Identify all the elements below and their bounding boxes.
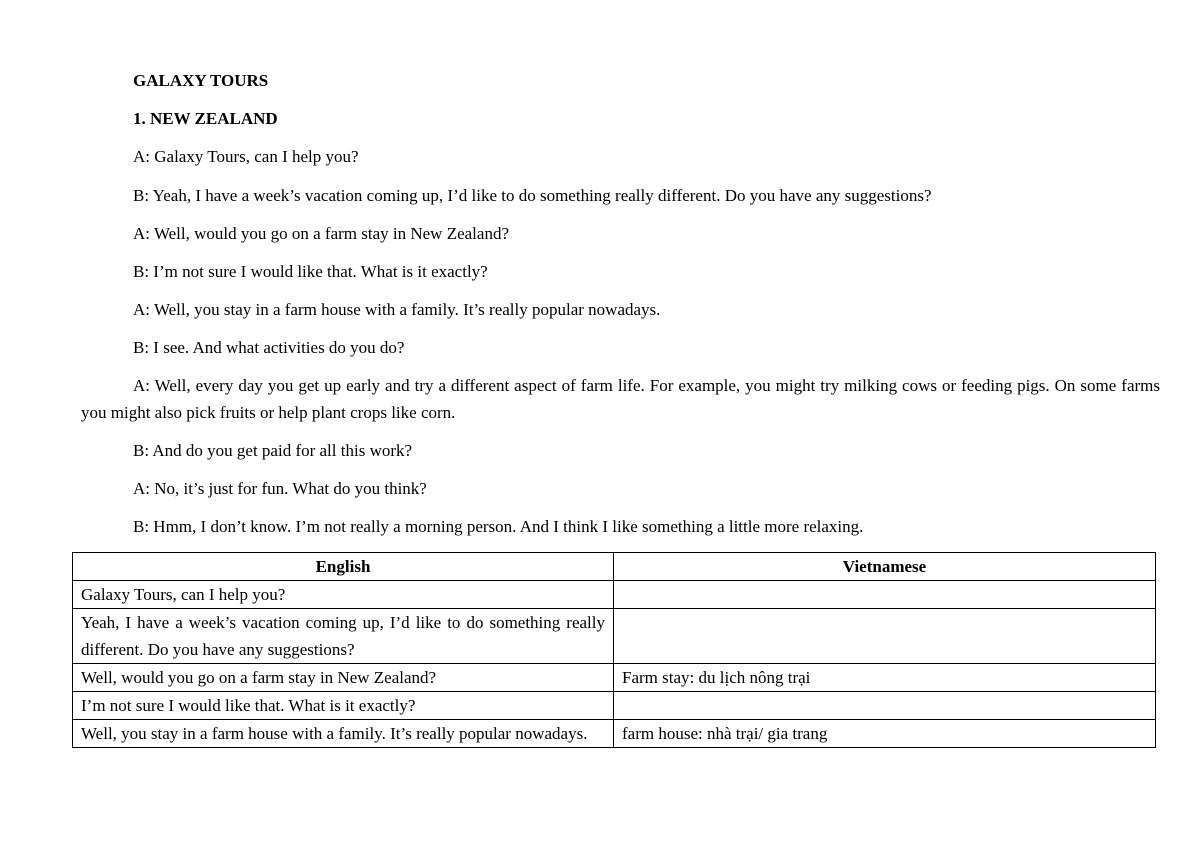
- table-row: [73, 664, 1156, 692]
- dialogue-line: B: I’m not sure I would like that. What is it exactly?: [133, 262, 488, 281]
- vietnamese-cell: Farm stay: du lịch nông trại: [614, 664, 1156, 692]
- english-cell: Galaxy Tours, can I help you?: [73, 581, 614, 609]
- dialogue-paragraph: A: Well, every day you get up early and try a different aspect of farm life. For example, you might try milking cows or feeding pigs. On some farms you might also pick fruits or help plant crops like corn.: [81, 376, 1160, 422]
- section-heading: 1. NEW ZEALAND: [133, 109, 278, 128]
- table-row: [73, 720, 1156, 748]
- vietnamese-cell: [614, 692, 1156, 720]
- vietnamese-cell: [614, 581, 1156, 609]
- column-header-english: English: [73, 553, 614, 581]
- document-title: GALAXY TOURS: [133, 71, 269, 90]
- column-header-vietnamese: Vietnamese: [614, 553, 1156, 581]
- dialogue-line: B: Hmm, I don’t know. I’m not really a morning person. And I think I like something a little more relaxing.: [133, 517, 864, 536]
- english-cell: Well, you stay in a farm house with a family. It’s really popular nowadays.: [73, 720, 614, 748]
- dialogue-line: B: I see. And what activities do you do?: [133, 338, 405, 357]
- english-cell: I’m not sure I would like that. What is it exactly?: [73, 692, 614, 720]
- dialogue-line: A: Well, you stay in a farm house with a family. It’s really popular nowadays.: [133, 300, 661, 319]
- vietnamese-cell: farm house: nhà trại/ gia trang: [614, 720, 1156, 748]
- vocabulary-table: [72, 552, 1156, 748]
- table-row: [73, 581, 1156, 609]
- english-cell: Well, would you go on a farm stay in New Zealand?: [73, 664, 614, 692]
- dialogue-line: A: Well, would you go on a farm stay in New Zealand?: [133, 224, 510, 243]
- dialogue-line: A: Galaxy Tours, can I help you?: [133, 147, 359, 166]
- dialogue-line: B: And do you get paid for all this work?: [133, 441, 413, 460]
- dialogue-line: A: No, it’s just for fun. What do you think?: [133, 479, 427, 498]
- table-header-row: [73, 553, 1156, 581]
- english-cell: Yeah, I have a week’s vacation coming up, I’d like to do something really different. Do you have any suggestions?: [73, 609, 614, 664]
- table-row: [73, 692, 1156, 720]
- vietnamese-cell: [614, 609, 1156, 664]
- table-row: [73, 609, 1156, 664]
- dialogue-line: B: Yeah, I have a week’s vacation coming up, I’d like to do something really different. Do you have any suggestions?: [133, 186, 932, 205]
